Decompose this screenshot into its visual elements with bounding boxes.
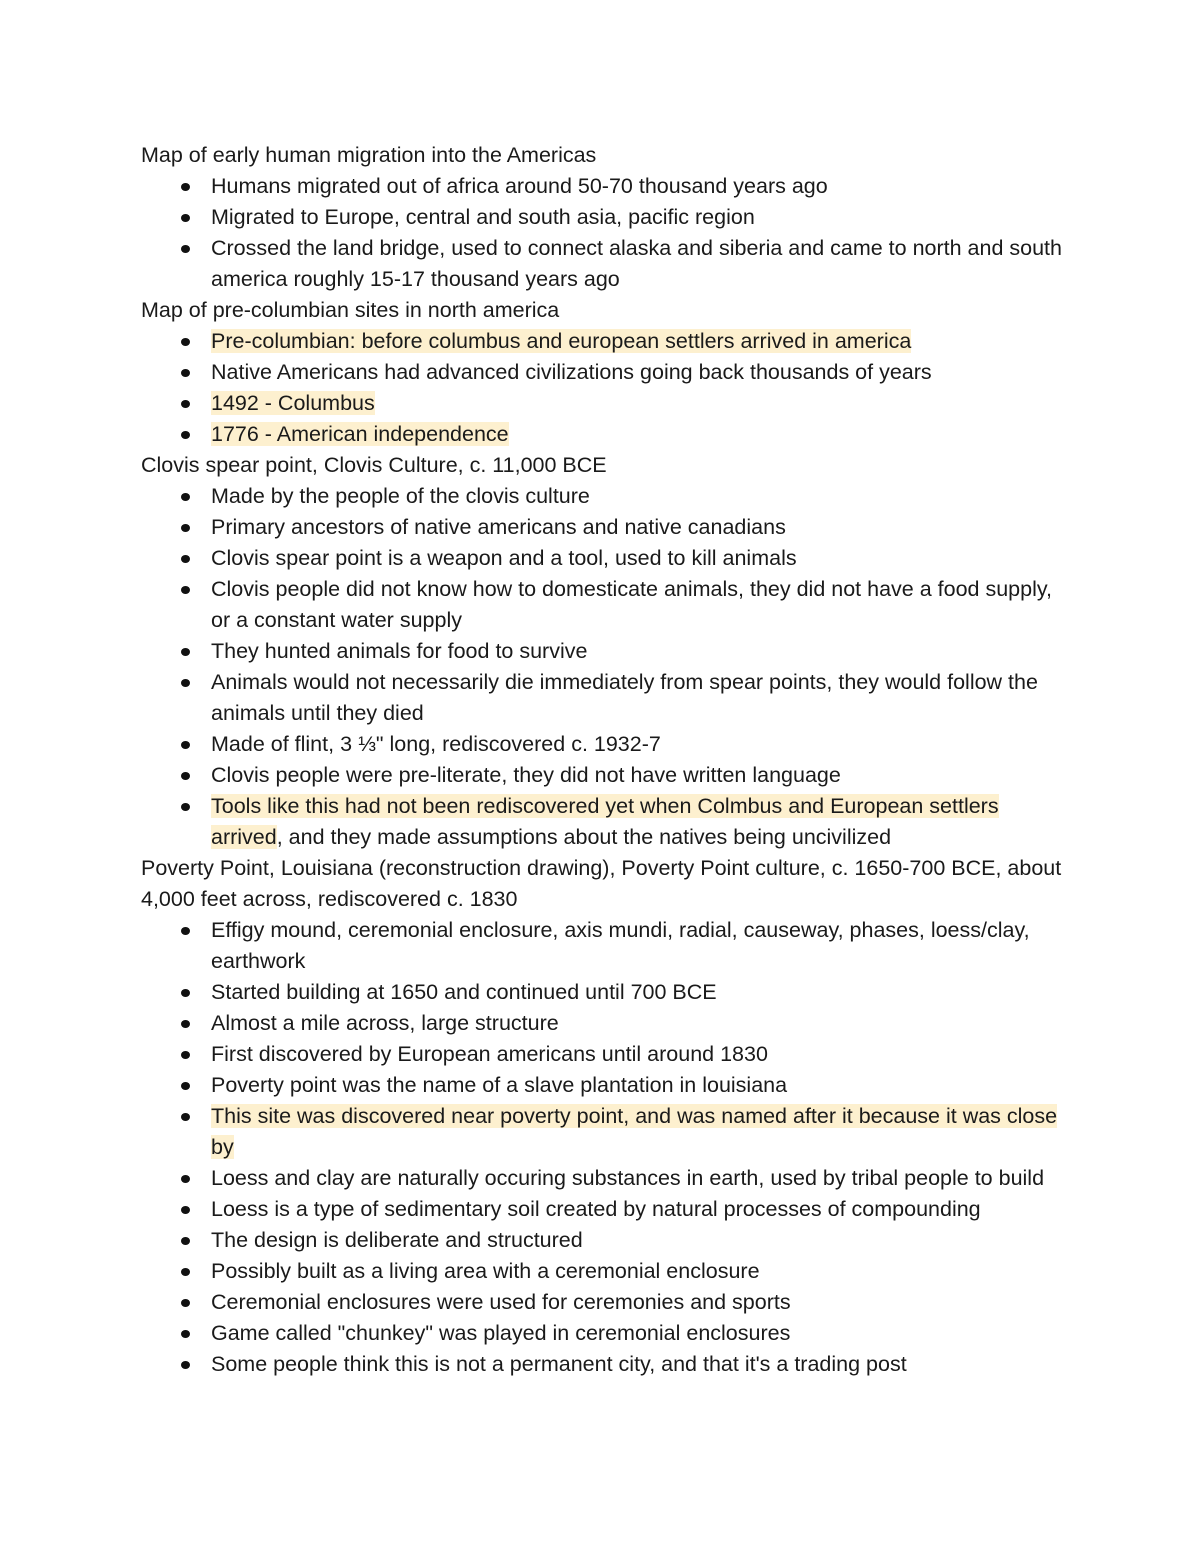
item-text: The design is deliberate and structured [211, 1228, 583, 1252]
item-text: Possibly built as a living area with a ceremonial enclosure [211, 1259, 760, 1283]
bullet-dot-icon [181, 1299, 190, 1307]
bullet-dot-icon [181, 989, 190, 997]
item-text: Some people think this is not a permanent city, and that it's a trading post [211, 1352, 907, 1376]
list-item [141, 1194, 1071, 1225]
list-item [141, 481, 1071, 512]
item-text: Effigy mound, ceremonial enclosure, axis mundi, radial, causeway, phases, loess/clay, earthwork [211, 918, 1030, 973]
item-text: Humans migrated out of africa around 50-70 thousand years ago [211, 174, 828, 198]
bullet-dot-icon [181, 927, 190, 935]
list-item [141, 1039, 1071, 1070]
bullet-dot-icon [181, 1175, 190, 1183]
section-heading: Map of early human migration into the Americas [141, 143, 597, 167]
bullet-dot-icon [181, 586, 190, 594]
bullet-dot-icon [181, 431, 190, 439]
item-text: Loess and clay are naturally occuring substances in earth, used by tribal people to build [211, 1166, 1045, 1190]
item-text: Primary ancestors of native americans and native canadians [211, 515, 786, 539]
bullet-dot-icon [181, 772, 190, 780]
list-item [141, 357, 1071, 388]
item-text: Clovis people did not know how to domesticate animals, they did not have a food supply, or a constant water supply [211, 577, 1052, 632]
bullet-dot-icon [181, 741, 190, 749]
highlighted-text: 1776 - American independence [211, 422, 509, 446]
bullet-dot-icon [181, 1113, 190, 1121]
list-item [141, 574, 1071, 636]
section-heading: Poverty Point, Louisiana (reconstruction drawing), Poverty Point culture, c. 1650-700 BCE, about 4,000 feet across, rediscovered c. 1830 [141, 856, 1062, 911]
bullet-dot-icon [181, 400, 190, 408]
bullet-dot-icon [181, 524, 190, 532]
item-text: They hunted animals for food to survive [211, 639, 588, 663]
bullet-dot-icon [181, 1268, 190, 1276]
item-text: Game called "chunkey" was played in ceremonial enclosures [211, 1321, 791, 1345]
list-item [141, 1349, 1071, 1380]
list-item [141, 1008, 1071, 1039]
item-text: First discovered by European americans until around 1830 [211, 1042, 768, 1066]
section-heading: Clovis spear point, Clovis Culture, c. 11,000 BCE [141, 453, 607, 477]
item-text: Clovis spear point is a weapon and a tool, used to kill animals [211, 546, 797, 570]
item-text: Started building at 1650 and continued until 700 BCE [211, 980, 717, 1004]
bullet-list [141, 326, 1071, 450]
list-item [141, 512, 1071, 543]
bullet-dot-icon [181, 1330, 190, 1338]
list-item [141, 729, 1071, 760]
document-body [141, 140, 1071, 1380]
list-item [141, 1225, 1071, 1256]
list-item [141, 977, 1071, 1008]
item-text: Migrated to Europe, central and south asia, pacific region [211, 205, 755, 229]
list-item [141, 388, 1071, 419]
list-item [141, 1256, 1071, 1287]
item-text: Almost a mile across, large structure [211, 1011, 559, 1035]
list-item [141, 1318, 1071, 1349]
bullet-dot-icon [181, 803, 190, 811]
list-item [141, 202, 1071, 233]
list-item [141, 1287, 1071, 1318]
highlighted-text: This site was discovered near poverty point, and was named after it because it was close by [211, 1104, 1058, 1159]
list-item [141, 915, 1071, 977]
section-heading: Map of pre-columbian sites in north america [141, 298, 560, 322]
bullet-list [141, 171, 1071, 295]
item-text: Native Americans had advanced civilizations going back thousands of years [211, 360, 932, 384]
bullet-dot-icon [181, 1020, 190, 1028]
bullet-dot-icon [181, 245, 190, 253]
bullet-list [141, 481, 1071, 853]
item-text: Loess is a type of sedimentary soil created by natural processes of compounding [211, 1197, 981, 1221]
bullet-dot-icon [181, 555, 190, 563]
list-item [141, 171, 1071, 202]
list-item [141, 1070, 1071, 1101]
bullet-dot-icon [181, 1361, 190, 1369]
list-item [141, 233, 1071, 295]
list-item [141, 543, 1071, 574]
bullet-dot-icon [181, 183, 190, 191]
item-text: Made of flint, 3 ⅓" long, rediscovered c. 1932-7 [211, 732, 661, 756]
item-text: Made by the people of the clovis culture [211, 484, 590, 508]
item-text-continuation: , and they made assumptions about the natives being uncivilized [276, 825, 892, 849]
highlighted-text: 1492 - Columbus [211, 391, 375, 415]
bullet-dot-icon [181, 369, 190, 377]
item-text: Clovis people were pre-literate, they did not have written language [211, 763, 841, 787]
list-item [141, 636, 1071, 667]
list-item [141, 760, 1071, 791]
bullet-dot-icon [181, 1082, 190, 1090]
bullet-dot-icon [181, 338, 190, 346]
list-item [141, 1101, 1071, 1163]
bullet-dot-icon [181, 648, 190, 656]
bullet-dot-icon [181, 1237, 190, 1245]
item-text: Crossed the land bridge, used to connect alaska and siberia and came to north and south america roughly 15-17 thousand years ago [211, 236, 1062, 291]
list-item [141, 791, 1071, 853]
list-item [141, 419, 1071, 450]
item-text: Poverty point was the name of a slave plantation in louisiana [211, 1073, 788, 1097]
item-text: Ceremonial enclosures were used for ceremonies and sports [211, 1290, 791, 1314]
list-item [141, 1163, 1071, 1194]
highlighted-text: Pre-columbian: before columbus and european settlers arrived in america [211, 329, 912, 353]
bullet-dot-icon [181, 493, 190, 501]
item-text: Animals would not necessarily die immediately from spear points, they would follow the animals until they died [211, 670, 1038, 725]
bullet-list [141, 915, 1071, 1380]
list-item [141, 326, 1071, 357]
bullet-dot-icon [181, 214, 190, 222]
bullet-dot-icon [181, 1206, 190, 1214]
list-item [141, 667, 1071, 729]
bullet-dot-icon [181, 679, 190, 687]
highlighted-text: Tools like this had not been rediscovered yet when Colmbus and European settlers arrived [211, 794, 999, 849]
bullet-dot-icon [181, 1051, 190, 1059]
